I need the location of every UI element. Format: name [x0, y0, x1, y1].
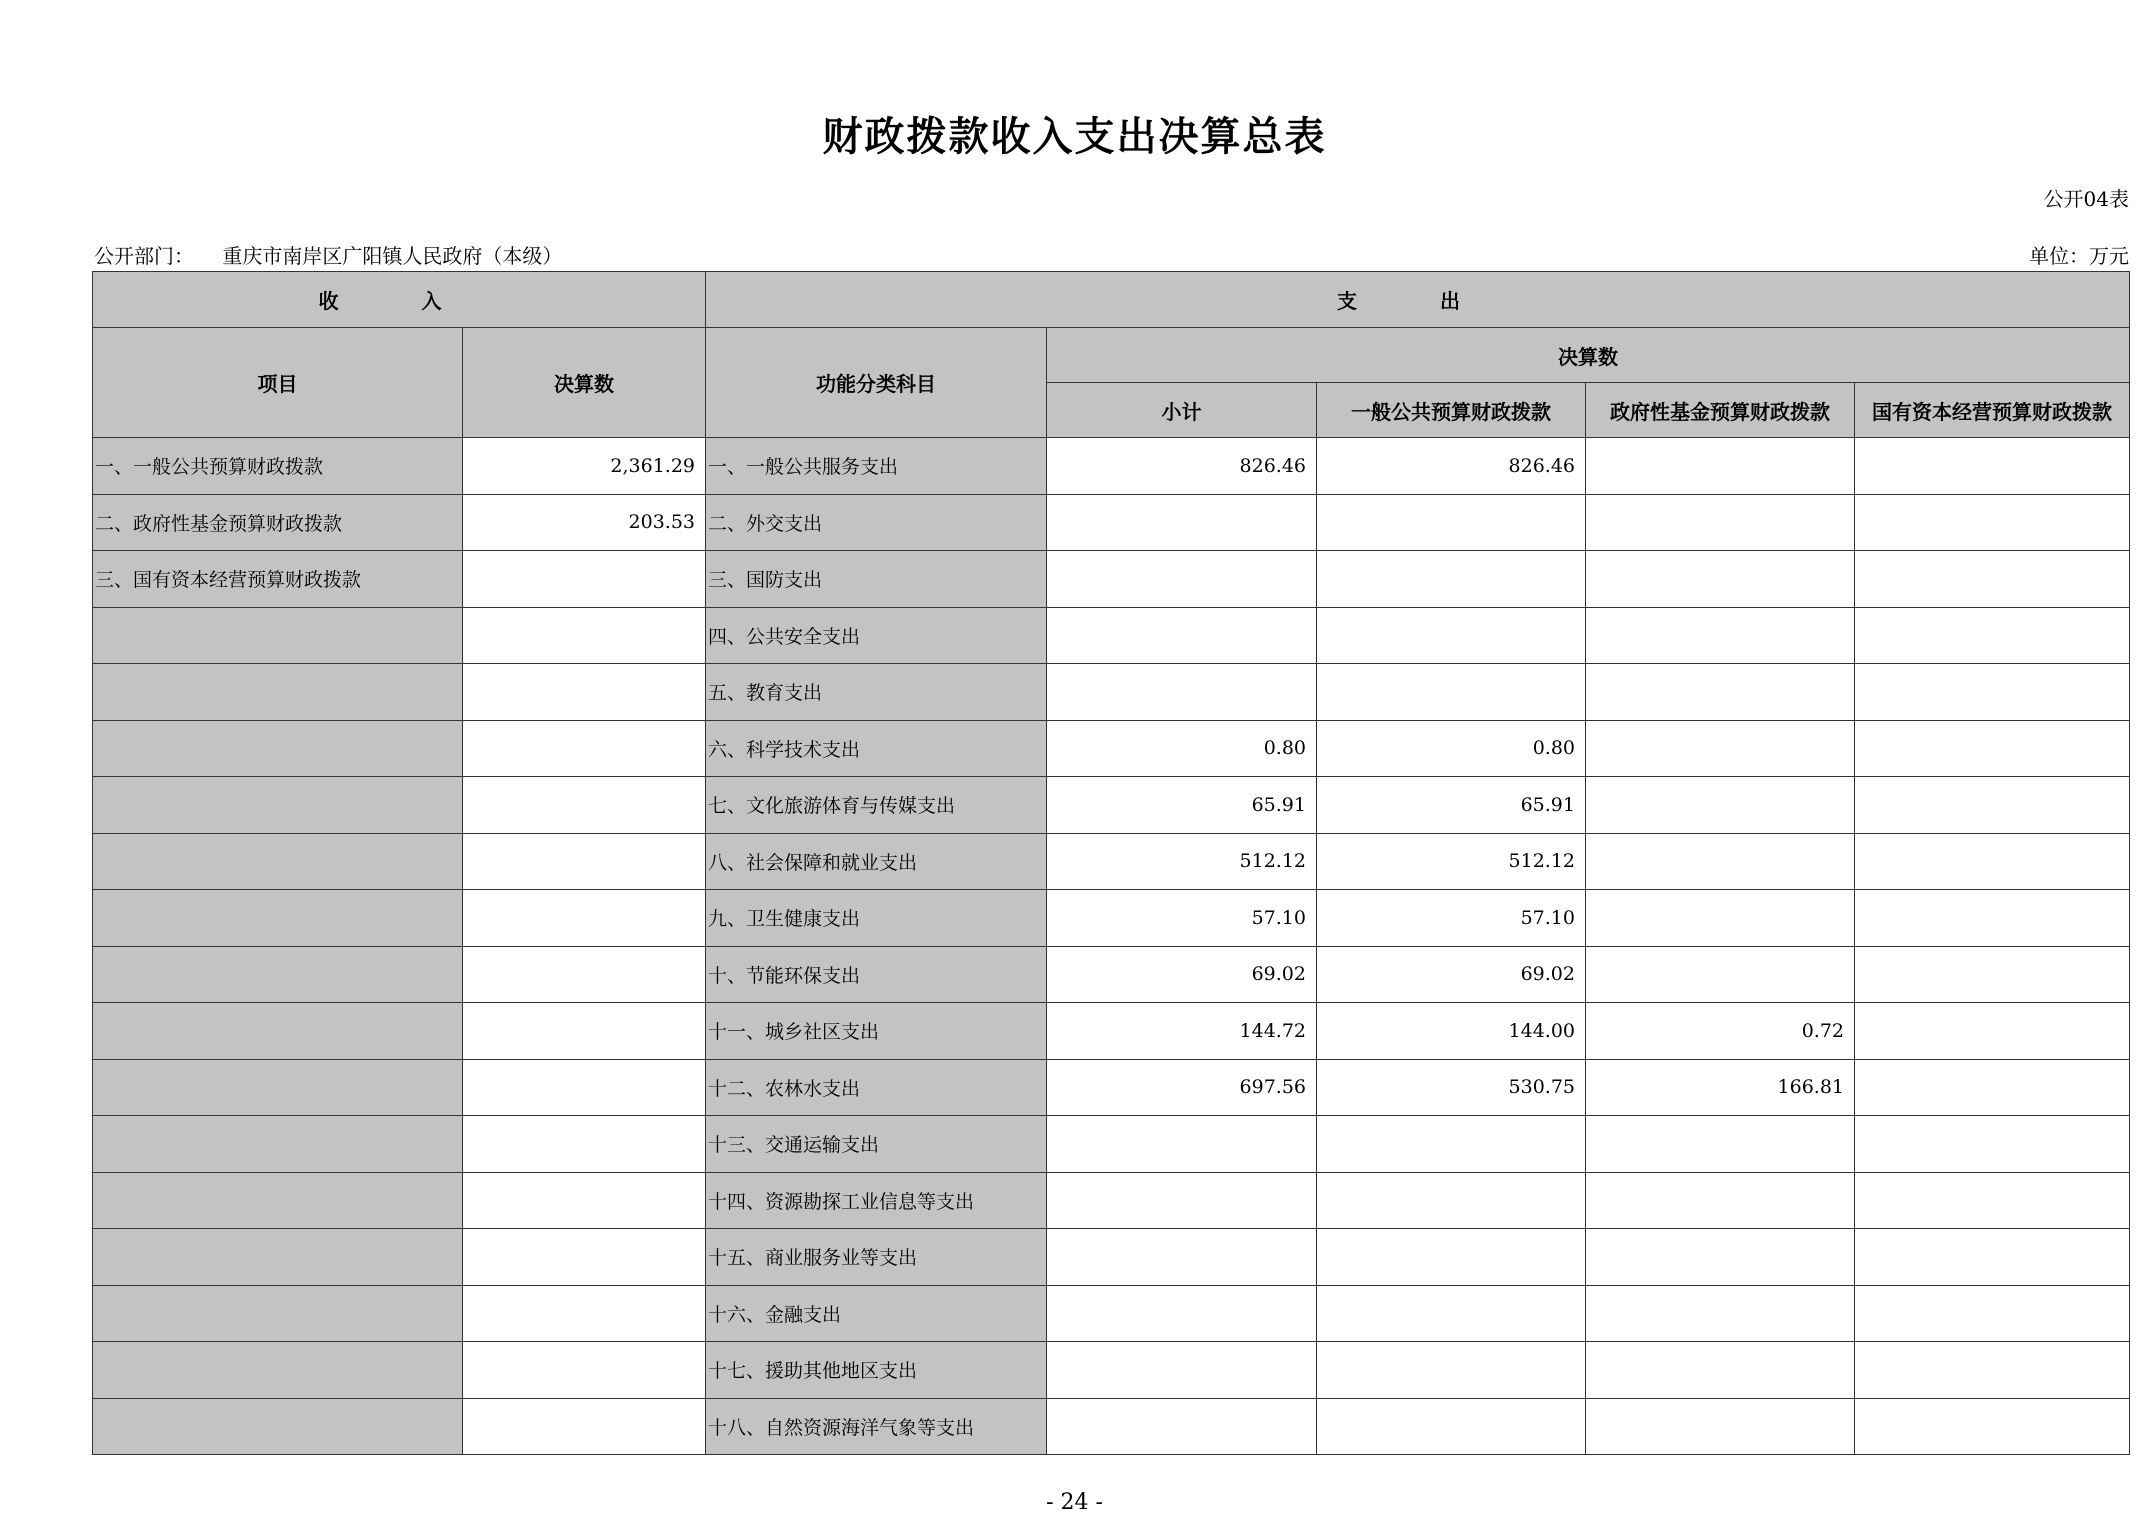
gov-fund-cell — [1586, 890, 1855, 947]
gov-fund-cell — [1586, 551, 1855, 608]
subtotal-header: 小计 — [1047, 383, 1317, 438]
general-budget-cell — [1317, 551, 1586, 608]
income-amount-cell — [463, 777, 706, 834]
subtotal-cell: 826.46 — [1047, 438, 1317, 495]
department-label: 公开部门： — [94, 244, 194, 268]
income-amount-cell — [463, 607, 706, 664]
state-capital-cell — [1855, 1229, 2130, 1286]
expense-item-cell: 十、节能环保支出 — [706, 946, 1047, 1003]
subtotal-cell — [1047, 607, 1317, 664]
general-budget-cell: 826.46 — [1317, 438, 1586, 495]
expense-item-cell: 十四、资源勘探工业信息等支出 — [706, 1172, 1047, 1229]
gov-fund-cell — [1586, 1172, 1855, 1229]
gov-fund-cell: 166.81 — [1586, 1059, 1855, 1116]
table-row — [93, 1229, 2130, 1286]
income-item-cell — [93, 890, 463, 947]
table-row — [93, 1172, 2130, 1229]
gov-fund-cell — [1586, 777, 1855, 834]
table-row — [93, 1285, 2130, 1342]
state-capital-cell — [1855, 438, 2130, 495]
table-row — [93, 1116, 2130, 1173]
gov-fund-cell — [1586, 1229, 1855, 1286]
gov-fund-header: 政府性基金预算财政拨款 — [1586, 383, 1855, 438]
general-budget-cell — [1317, 1398, 1586, 1455]
subtotal-cell — [1047, 1285, 1317, 1342]
state-capital-cell — [1855, 1003, 2130, 1060]
general-budget-cell: 530.75 — [1317, 1059, 1586, 1116]
state-capital-cell — [1855, 1342, 2130, 1399]
table-row — [93, 890, 2130, 947]
income-amount-cell — [463, 1059, 706, 1116]
general-budget-header: 一般公共预算财政拨款 — [1317, 383, 1586, 438]
expense-item-cell: 十七、援助其他地区支出 — [706, 1342, 1047, 1399]
state-capital-cell — [1855, 777, 2130, 834]
table-row — [93, 607, 2130, 664]
state-capital-cell — [1855, 1059, 2130, 1116]
page-number: - 24 - — [1046, 1490, 1103, 1515]
subtotal-cell — [1047, 664, 1317, 721]
general-budget-cell: 0.80 — [1317, 720, 1586, 777]
general-budget-cell — [1317, 664, 1586, 721]
subtotal-cell — [1047, 1229, 1317, 1286]
expense-item-cell: 九、卫生健康支出 — [706, 890, 1047, 947]
gov-fund-cell: 0.72 — [1586, 1003, 1855, 1060]
gov-fund-cell — [1586, 1398, 1855, 1455]
item-header: 项目 — [93, 328, 463, 438]
state-capital-cell — [1855, 720, 2130, 777]
department-name: 重庆市南岸区广阳镇人民政府（本级） — [222, 244, 563, 268]
state-capital-cell — [1855, 1285, 2130, 1342]
income-item-cell — [93, 1285, 463, 1342]
income-amount-cell — [463, 1003, 706, 1060]
expense-item-cell: 十六、金融支出 — [706, 1285, 1047, 1342]
state-capital-cell — [1855, 833, 2130, 890]
table-row — [93, 1342, 2130, 1399]
expense-item-cell: 十一、城乡社区支出 — [706, 1003, 1047, 1060]
general-budget-cell — [1317, 1285, 1586, 1342]
expense-item-cell: 三、国防支出 — [706, 551, 1047, 608]
income-item-cell — [93, 833, 463, 890]
general-budget-cell — [1317, 1229, 1586, 1286]
state-capital-cell — [1855, 494, 2130, 551]
general-budget-cell: 65.91 — [1317, 777, 1586, 834]
page-title: 财政拨款收入支出决算总表 — [822, 114, 1327, 160]
table-row — [93, 438, 2130, 495]
income-item-cell — [93, 1003, 463, 1060]
gov-fund-cell — [1586, 438, 1855, 495]
general-budget-cell: 69.02 — [1317, 946, 1586, 1003]
expense-item-cell: 十五、商业服务业等支出 — [706, 1229, 1047, 1286]
table-row — [93, 494, 2130, 551]
table-row — [93, 664, 2130, 721]
income-amount-cell — [463, 1116, 706, 1173]
expense-item-cell: 七、文化旅游体育与传媒支出 — [706, 777, 1047, 834]
expense-item-cell: 六、科学技术支出 — [706, 720, 1047, 777]
state-capital-cell — [1855, 551, 2130, 608]
expense-header: 支 出 — [706, 272, 2130, 328]
general-budget-cell — [1317, 1342, 1586, 1399]
expense-item-cell: 二、外交支出 — [706, 494, 1047, 551]
income-item-cell — [93, 946, 463, 1003]
state-capital-header: 国有资本经营预算财政拨款 — [1855, 383, 2130, 438]
subtotal-cell: 144.72 — [1047, 1003, 1317, 1060]
state-capital-cell — [1855, 1398, 2130, 1455]
gov-fund-cell — [1586, 607, 1855, 664]
expense-item-cell: 八、社会保障和就业支出 — [706, 833, 1047, 890]
general-budget-cell — [1317, 1116, 1586, 1173]
func-category-header: 功能分类科目 — [706, 328, 1047, 438]
subtotal-cell — [1047, 551, 1317, 608]
income-item-cell — [93, 1059, 463, 1116]
general-budget-cell: 512.12 — [1317, 833, 1586, 890]
gov-fund-cell — [1586, 946, 1855, 1003]
income-item-cell: 一、一般公共预算财政拨款 — [93, 438, 463, 495]
income-amount-cell: 203.53 — [463, 494, 706, 551]
general-budget-cell: 57.10 — [1317, 890, 1586, 947]
income-amount-cell — [463, 1172, 706, 1229]
subtotal-cell: 512.12 — [1047, 833, 1317, 890]
income-item-cell: 三、国有资本经营预算财政拨款 — [93, 551, 463, 608]
final-amount-header: 决算数 — [1047, 328, 2130, 383]
income-item-cell — [93, 664, 463, 721]
subtotal-cell — [1047, 1172, 1317, 1229]
unit-label: 单位：万元 — [2029, 244, 2129, 268]
form-number: 公开04表 — [2043, 187, 2129, 211]
gov-fund-cell — [1586, 494, 1855, 551]
table-row — [93, 946, 2130, 1003]
subtotal-cell: 57.10 — [1047, 890, 1317, 947]
state-capital-cell — [1855, 1172, 2130, 1229]
income-header: 收 入 — [93, 272, 706, 328]
subtotal-cell: 69.02 — [1047, 946, 1317, 1003]
table-row — [93, 551, 2130, 608]
general-budget-cell: 144.00 — [1317, 1003, 1586, 1060]
state-capital-cell — [1855, 890, 2130, 947]
expense-item-cell: 十三、交通运输支出 — [706, 1116, 1047, 1173]
table-row — [93, 1398, 2130, 1455]
subtotal-cell — [1047, 1342, 1317, 1399]
gov-fund-cell — [1586, 1285, 1855, 1342]
state-capital-cell — [1855, 946, 2130, 1003]
income-amount-cell — [463, 1285, 706, 1342]
table-row — [93, 720, 2130, 777]
subtotal-cell: 65.91 — [1047, 777, 1317, 834]
income-amount-cell — [463, 1342, 706, 1399]
income-item-cell — [93, 1172, 463, 1229]
income-item-cell — [93, 777, 463, 834]
subtotal-cell — [1047, 494, 1317, 551]
expense-item-cell: 五、教育支出 — [706, 664, 1047, 721]
expense-item-cell: 十二、农林水支出 — [706, 1059, 1047, 1116]
expense-item-cell: 十八、自然资源海洋气象等支出 — [706, 1398, 1047, 1455]
table-row — [93, 1003, 2130, 1060]
income-item-cell — [93, 720, 463, 777]
income-amount-cell — [463, 664, 706, 721]
gov-fund-cell — [1586, 664, 1855, 721]
gov-fund-cell — [1586, 833, 1855, 890]
amount-header: 决算数 — [463, 328, 706, 438]
income-amount-cell — [463, 551, 706, 608]
subtotal-cell: 0.80 — [1047, 720, 1317, 777]
subtotal-cell — [1047, 1398, 1317, 1455]
subtotal-cell — [1047, 1116, 1317, 1173]
table-row — [93, 777, 2130, 834]
income-item-cell — [93, 1342, 463, 1399]
income-amount-cell — [463, 890, 706, 947]
state-capital-cell — [1855, 1116, 2130, 1173]
income-amount-cell — [463, 946, 706, 1003]
expense-item-cell: 四、公共安全支出 — [706, 607, 1047, 664]
state-capital-cell — [1855, 607, 2130, 664]
income-amount-cell — [463, 1398, 706, 1455]
general-budget-cell — [1317, 607, 1586, 664]
income-amount-cell — [463, 1229, 706, 1286]
gov-fund-cell — [1586, 1116, 1855, 1173]
income-item-cell — [93, 607, 463, 664]
subtotal-cell: 697.56 — [1047, 1059, 1317, 1116]
table-row — [93, 833, 2130, 890]
expense-item-cell: 一、一般公共服务支出 — [706, 438, 1047, 495]
budget-table — [92, 271, 2130, 1455]
income-item-cell — [93, 1398, 463, 1455]
gov-fund-cell — [1586, 720, 1855, 777]
state-capital-cell — [1855, 664, 2130, 721]
table-row — [93, 1059, 2130, 1116]
income-item-cell: 二、政府性基金预算财政拨款 — [93, 494, 463, 551]
income-amount-cell — [463, 833, 706, 890]
general-budget-cell — [1317, 494, 1586, 551]
income-amount-cell: 2,361.29 — [463, 438, 706, 495]
gov-fund-cell — [1586, 1342, 1855, 1399]
department-line — [94, 240, 562, 269]
income-item-cell — [93, 1229, 463, 1286]
general-budget-cell — [1317, 1172, 1586, 1229]
income-amount-cell — [463, 720, 706, 777]
income-item-cell — [93, 1116, 463, 1173]
